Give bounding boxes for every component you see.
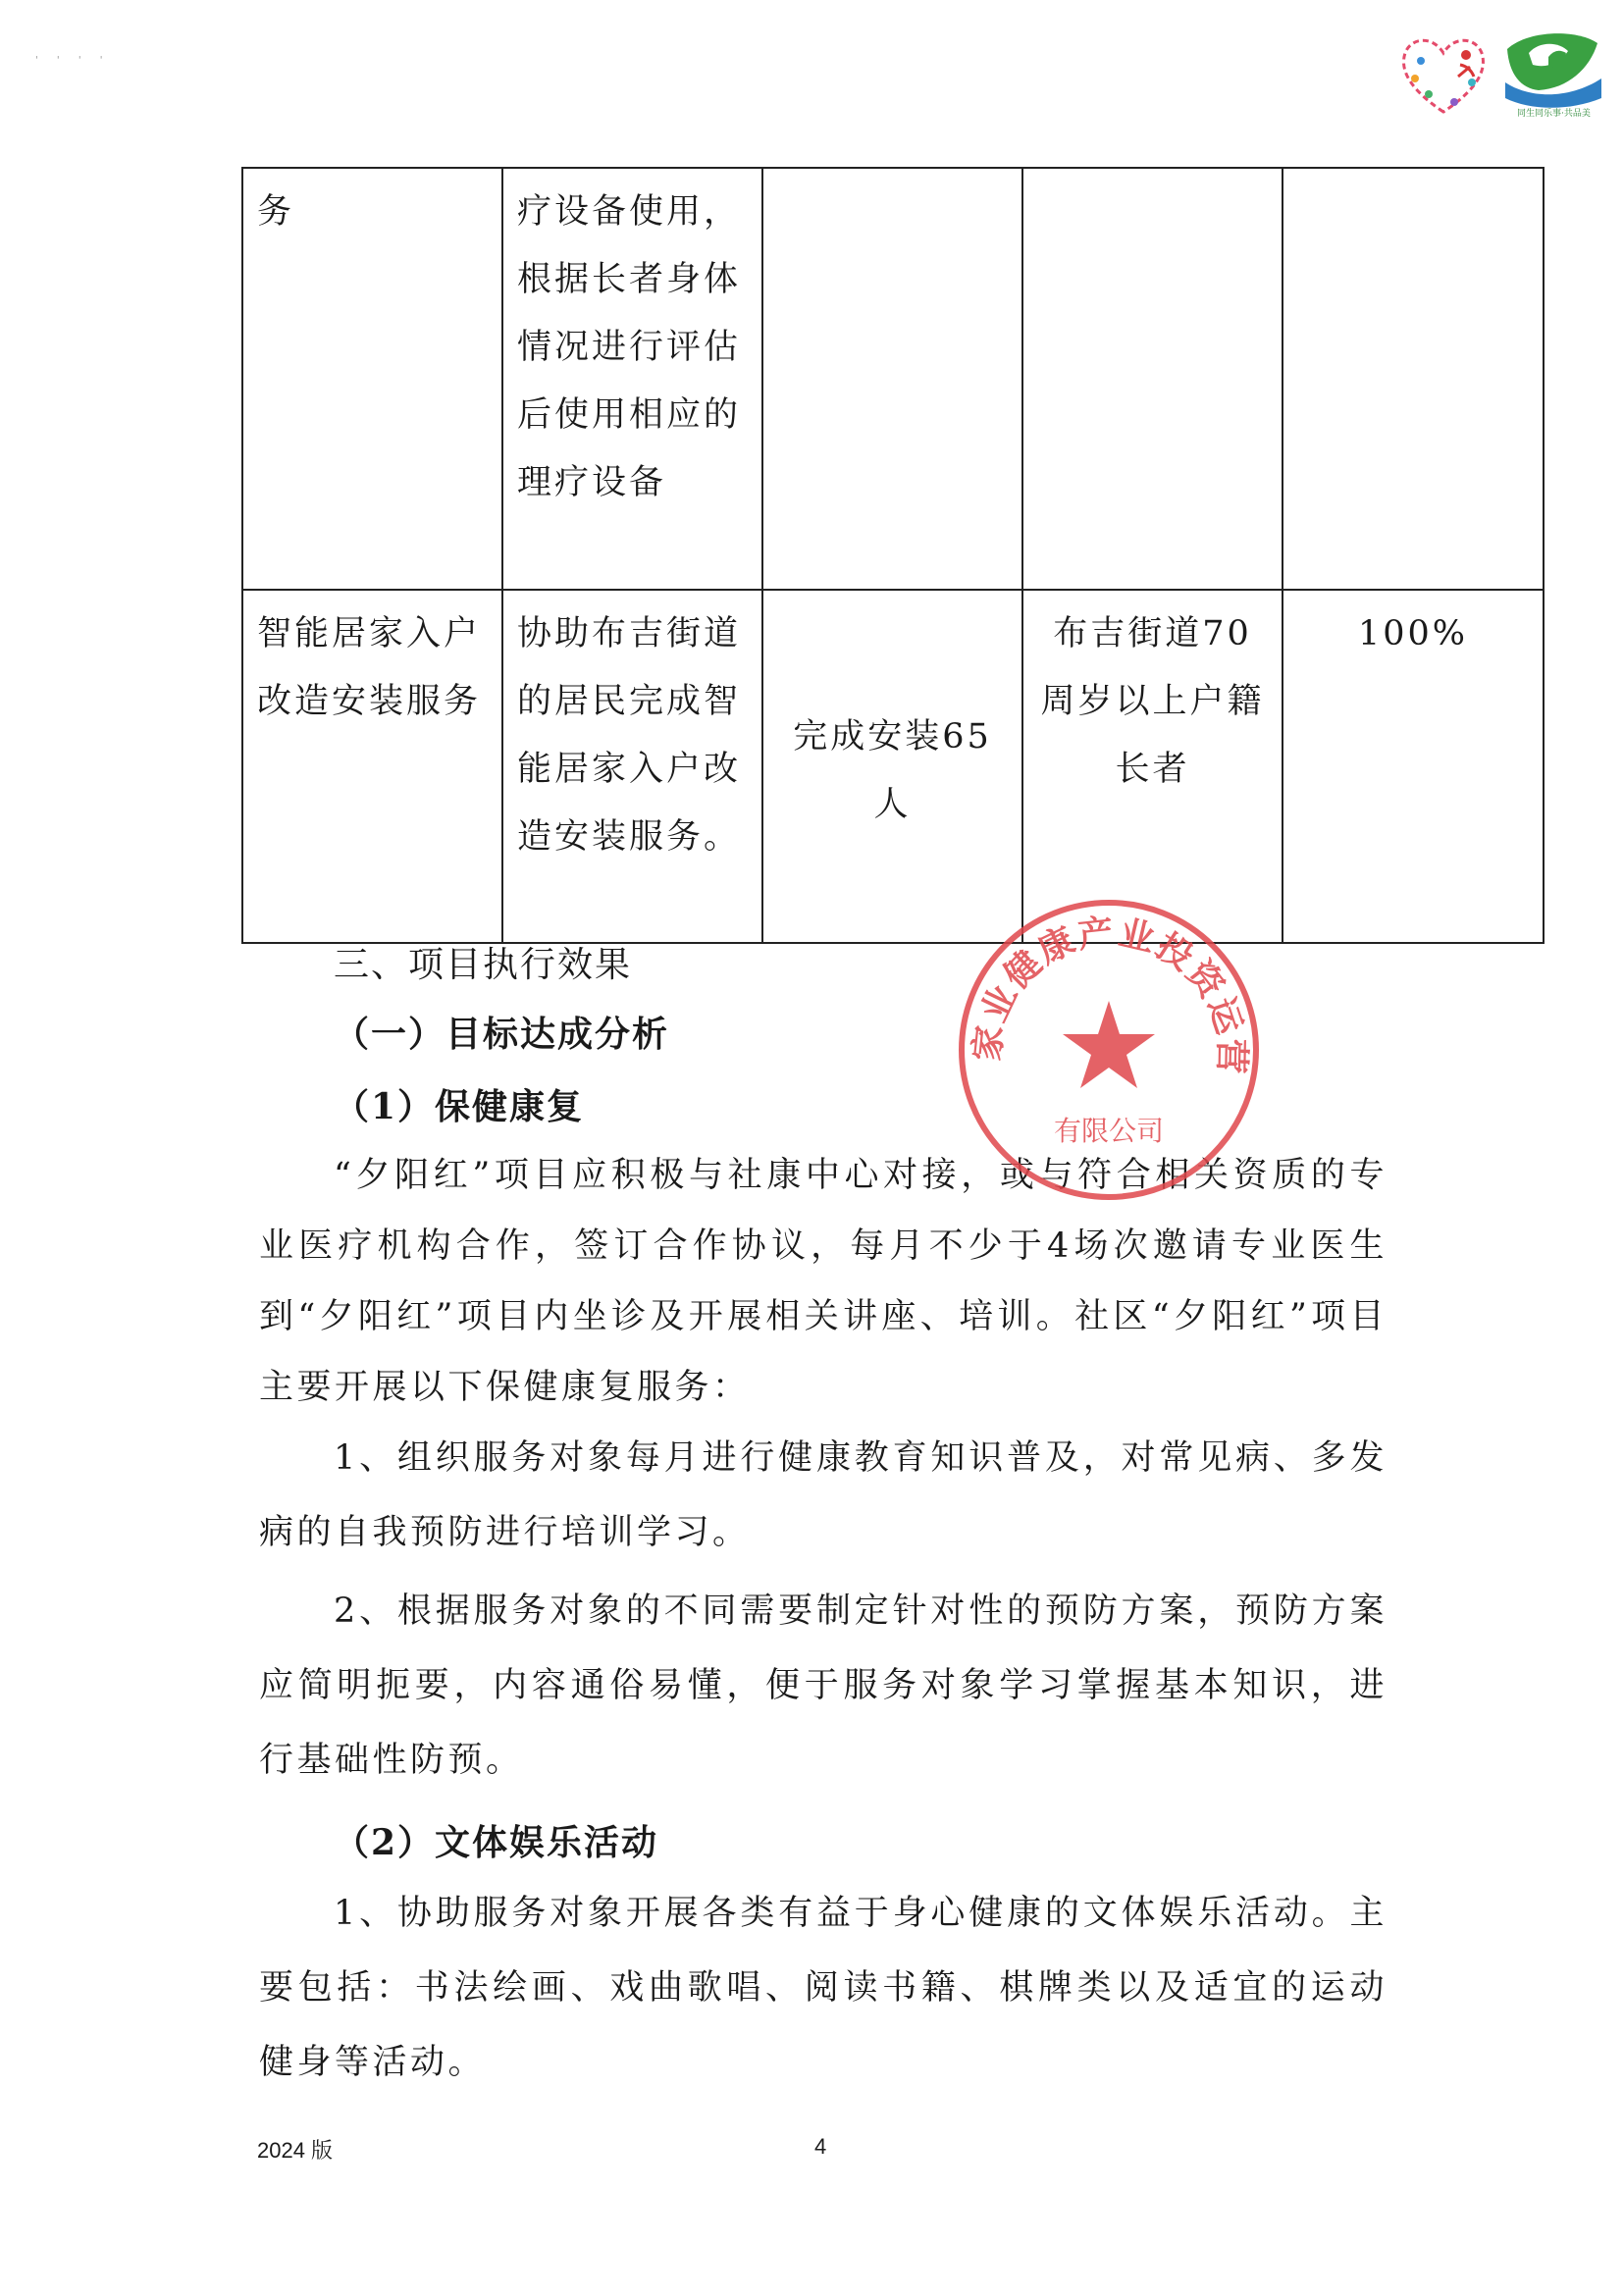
- table-cell: 100%: [1283, 590, 1544, 943]
- table-cell: [1022, 168, 1283, 590]
- svg-text:家业健康产业投资运营（深圳）: 家业健康产业投资运营: [966, 911, 1253, 1076]
- table-cell: 完成安装65人: [762, 590, 1022, 943]
- table-cell: 务: [242, 168, 502, 590]
- table-cell: [762, 168, 1022, 590]
- company-seal-stamp: [942, 883, 1276, 1217]
- body-paragraph: 1、组织服务对象每月进行健康教育知识普及，对常见病、多发病的自我预防进行培训学习。: [259, 1438, 1387, 1552]
- table-row: [242, 168, 1544, 590]
- svg-text:有限公司: 有限公司: [1053, 1115, 1165, 1147]
- body-paragraph: “夕阳红”项目应积极与社康中心对接，或与符合相关资质的专业医疗机构合作，签订合作协议，每月不少于4场次邀请专业医生到“夕阳红”项目内坐诊及开展相关讲座、培训。社区“夕阳红”项目主要开展以下保健康复服务：: [259, 1156, 1387, 1407]
- table-cell: 协助布吉街道的居民完成智能居家入户改造安装服务。: [502, 590, 762, 943]
- scan-speck-marks: ' ' ' ': [35, 55, 111, 66]
- table-cell: 智能居家入户改造安装服务: [242, 590, 502, 943]
- subsection-heading: （一）目标达成分析: [334, 1014, 670, 1055]
- subsection-heading: （1）保健康复: [334, 1086, 585, 1127]
- page-number: 4: [814, 2134, 827, 2159]
- footer-edition: 2024 版: [257, 2138, 334, 2163]
- heart-ribbon-party-emblem-icon: [1391, 22, 1495, 126]
- red-star-seal-icon: [1063, 1001, 1155, 1088]
- table-cell: 疗设备使用，根据长者身体情况进行评估后使用相应的理疗设备: [502, 168, 762, 590]
- logo-caption: 同生同乐事·共品美: [1517, 109, 1591, 119]
- table-cell: [1283, 168, 1544, 590]
- table-cell: 布吉街道70周岁以上户籍长者: [1022, 590, 1283, 943]
- green-hands-heart-logo: [1499, 29, 1607, 131]
- body-paragraph: 2、根据服务对象的不同需要制定针对性的预防方案，预防方案应简明扼要，内容通俗易懂，便于服务对象学习掌握基本知识，进行基础性防预。: [259, 1592, 1387, 1780]
- body-paragraph: 1、协助服务对象开展各类有益于身心健康的文体娱乐活动。主要包括：书法绘画、戏曲歌唱、阅读书籍、棋牌类以及适宜的运动健身等活动。: [259, 1894, 1387, 2082]
- service-table: [241, 167, 1544, 944]
- section-heading: 三、项目执行效果: [334, 945, 633, 985]
- subsection-heading: （2）文体娱乐活动: [334, 1822, 659, 1863]
- green-hands-heart-icon: [1499, 29, 1607, 108]
- table-row: [242, 590, 1544, 943]
